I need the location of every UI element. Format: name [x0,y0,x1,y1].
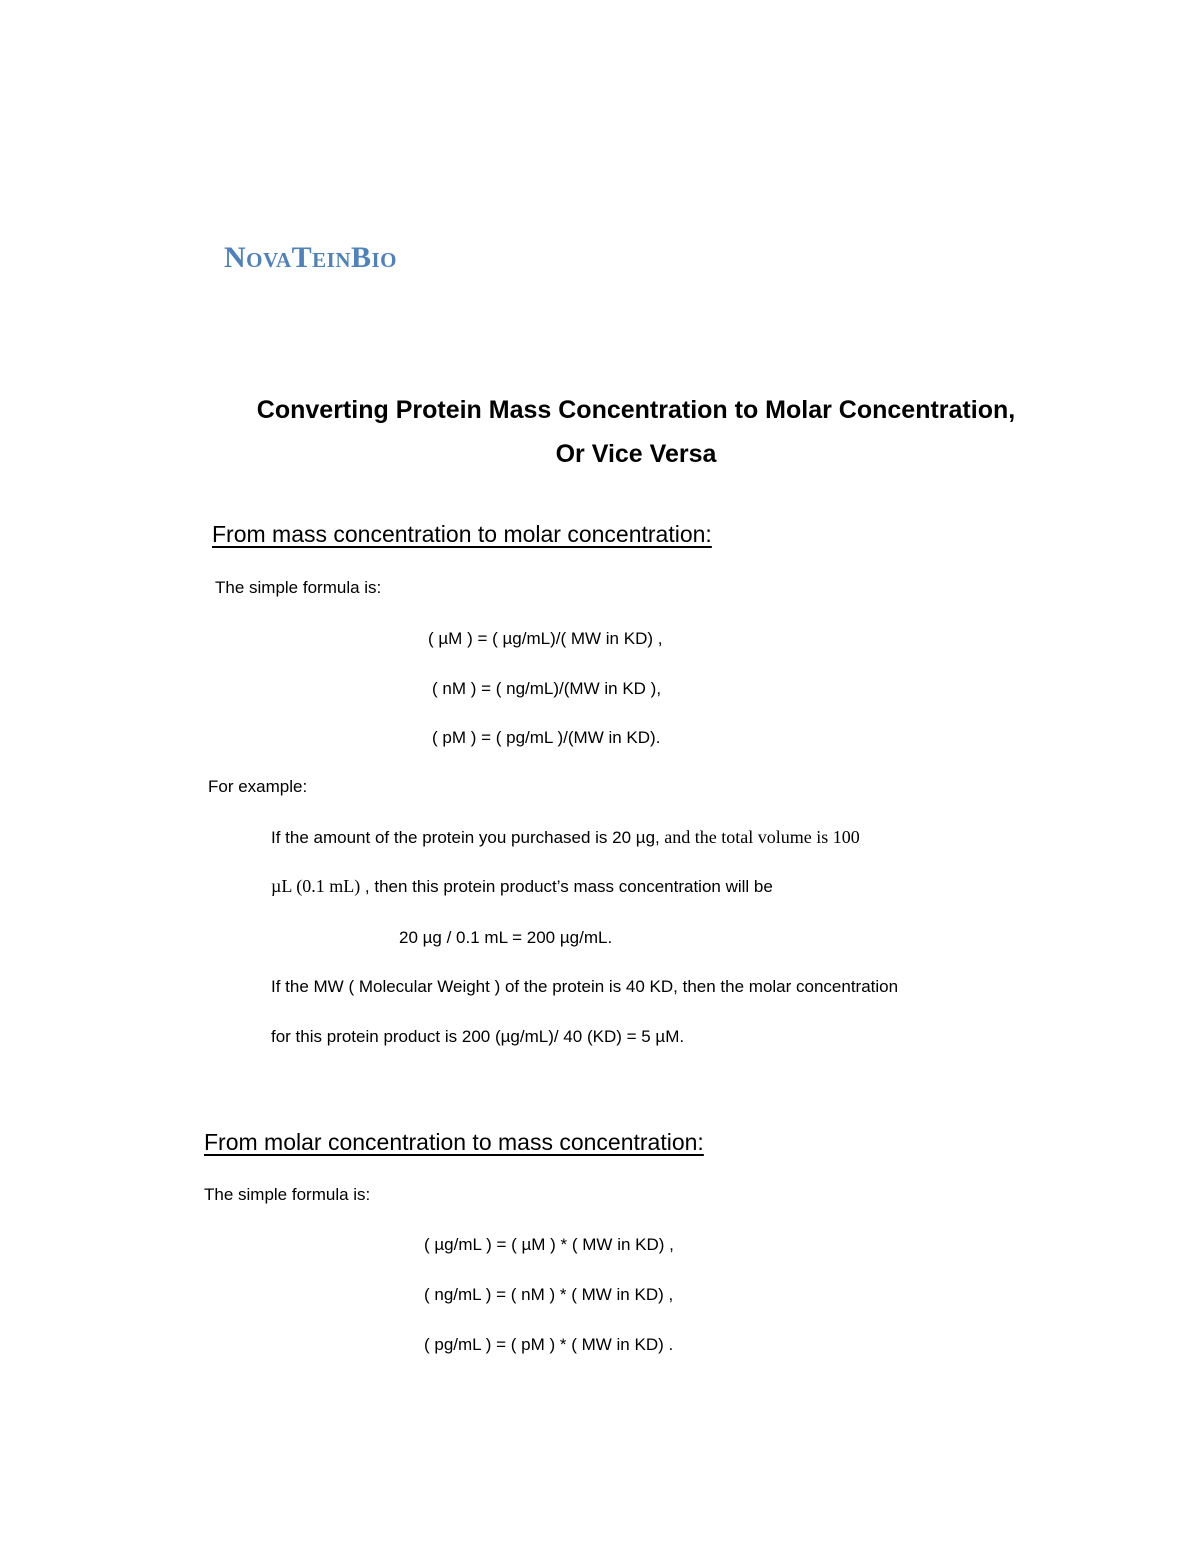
example-text: If the amount of the protein you purchased is 20 µg, [271,828,660,847]
section-heading-molar-to-mass: From molar concentration to mass concentration: [204,1129,704,1155]
formula-line: ( pg/mL ) = ( pM ) * ( MW in KD) . [424,1335,674,1354]
section-heading-mass-to-molar: From mass concentration to molar concentration: [212,521,712,547]
document-title-line-1: Converting Protein Mass Concentration to Molar Concentration, [256,396,1016,424]
example-line [271,825,860,850]
formula-line: ( pM ) = ( pg/mL )/(MW in KD). [432,728,661,747]
formula-line: ( µg/mL ) = ( µM ) * ( MW in KD) , [424,1235,674,1254]
document-title-line-2: Or Vice Versa [555,440,717,468]
example-text: µL (0.1 mL) [271,876,361,896]
example-line: for this protein product is 200 (µg/mL)/ 40 (KD) = 5 µM. [271,1027,685,1046]
company-logo: NovaTeinBio [224,241,397,274]
example-line [271,874,773,899]
formula-line: ( µM ) = ( µg/mL)/( MW in KD) , [428,629,663,648]
example-text: , then this protein product’s mass concentration will be [360,877,773,896]
example-label: For example: [208,777,308,796]
example-calculation: 20 µg / 0.1 mL = 200 µg/mL. [399,928,613,947]
example-text: and the total volume is 100 [659,827,860,847]
formula-intro: The simple formula is: [215,578,382,597]
formula-intro: The simple formula is: [204,1185,371,1204]
example-line: If the MW ( Molecular Weight ) of the protein is 40 KD, then the molar concentration [271,977,899,996]
formula-line: ( nM ) = ( ng/mL)/(MW in KD ), [432,679,662,698]
formula-line: ( ng/mL ) = ( nM ) * ( MW in KD) , [424,1285,674,1304]
